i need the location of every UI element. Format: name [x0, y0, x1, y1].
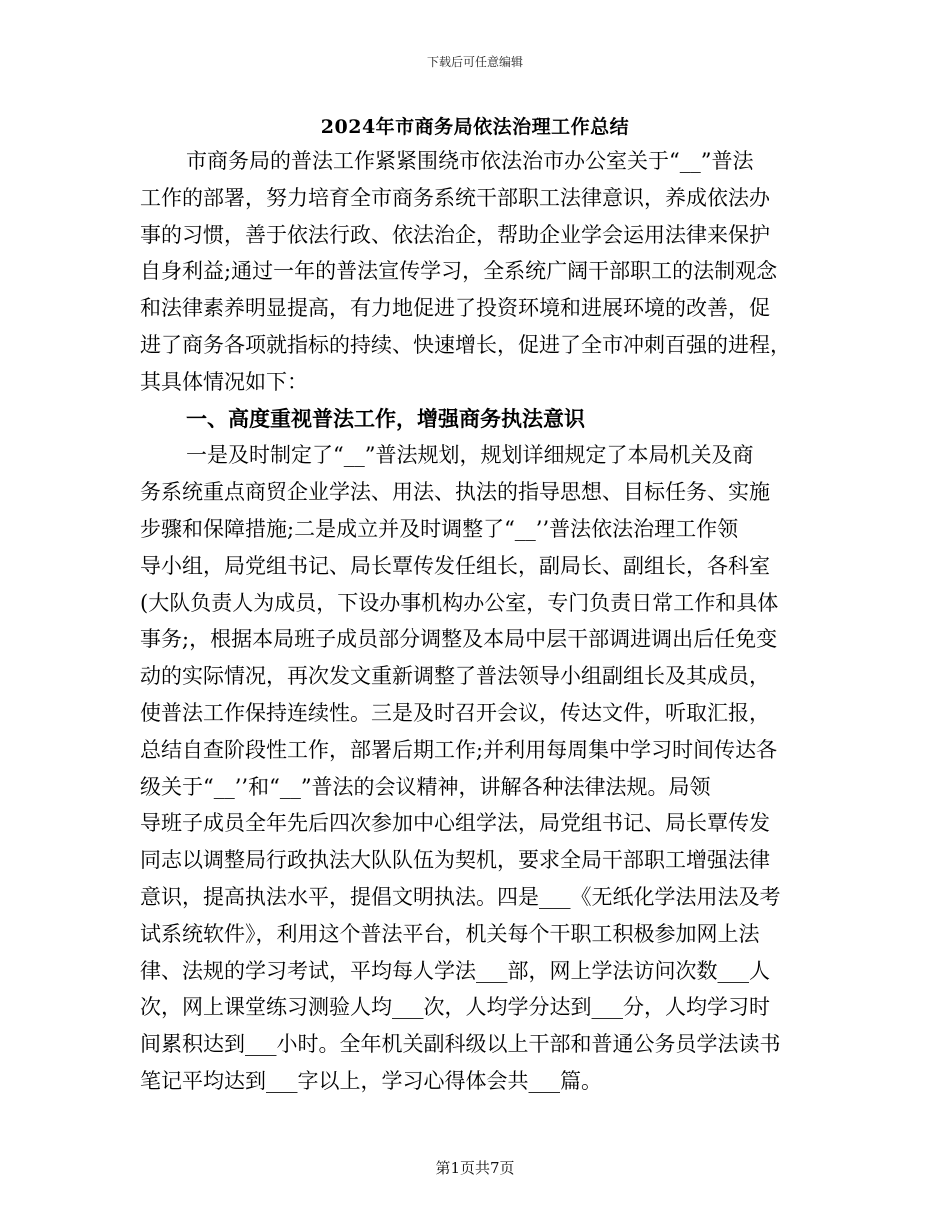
paragraph-line: (大队负责人为成员，下设办事机构办公室，专门负责日常工作和具体: [140, 590, 779, 615]
header-note: 下载后可任意编辑: [426, 55, 523, 69]
paragraph-line: 事务;，根据本局班子成员部分调整及本局中层干部调进调出后任免变: [140, 627, 778, 652]
paragraph-line: 和法律素养明显提高，有力地促进了投资环境和进展环境的改善，促: [140, 296, 770, 321]
paragraph-line: 自身利益;通过一年的普法宣传学习，全系统广阔干部职工的法制观念: [140, 259, 778, 284]
paragraph-line: 次，网上课堂练习测验人均___次，人均学分达到___分，人均学习时: [140, 995, 770, 1020]
paragraph-line: 总结自查阶段性工作，部署后期工作;并利用每周集中学习时间传达各: [140, 737, 778, 762]
paragraph-line: 律、法规的学习考试，平均每人学法___部，网上学法访问次数___人: [140, 958, 770, 983]
paragraph-line: 市商务局的普法工作紧紧围绕市依法治市办公室关于“__”普法: [186, 149, 754, 173]
paragraph-line: 务系统重点商贸企业学法、用法、执法的指导思想、目标任务、实施: [140, 480, 770, 505]
paragraph-line: 导小组，局党组书记、局长覃传发任组长，副局长、副组长，各科室: [140, 553, 770, 578]
paragraph-line: 一是及时制定了“__”普法规划，规划详细规定了本局机关及商: [186, 443, 754, 468]
document-body: [140, 143, 802, 1100]
paragraph-line: 笔记平均达到___字以上，学习心得体会共___篇。: [140, 1068, 602, 1093]
paragraph-line: 意识，提高执法水平，提倡文明执法。四是___《无纸化学法用法及考: [140, 884, 781, 909]
paragraph-line: 动的实际情况，再次发文重新调整了普法领导小组副组长及其成员，: [140, 664, 770, 689]
paragraph-line: 进了商务各项就指标的持续、快速增长，促进了全市冲刺百强的进程，: [140, 332, 791, 357]
paragraph-line: 导班子成员全年先后四次参加中心组学法，局党组书记、局长覃传发: [140, 811, 770, 836]
paragraph-line: 同志以调整局行政执法大队队伍为契机，要求全局干部职工增强法律: [140, 848, 770, 873]
paragraph-line: 其具体情况如下：: [140, 369, 308, 394]
paragraph-line: 间累积达到___小时。全年机关副科级以上干部和普通公务员学法读书: [140, 1032, 781, 1057]
page-number-footer: 第1页共7页: [435, 1159, 515, 1177]
paragraph-line: 步骤和保障措施;二是成立并及时调整了“__’’普法依法治理工作领: [140, 516, 739, 541]
paragraph-line: 工作的部署，努力培育全市商务系统干部职工法律意识，养成依法办: [140, 185, 770, 210]
document-title: 2024年市商务局依法治理工作总结: [320, 116, 630, 138]
paragraph-line: 级关于“__’’和“__”普法的会议精神，讲解各种法律法规。局领: [140, 774, 711, 799]
section-heading: 一、高度重视普法工作，增强商务执法意识: [186, 405, 585, 431]
paragraph-line: 试系统软件》，利用这个普法平台，机关每个干职工积极参加网上法: [140, 921, 760, 946]
paragraph-line: 使普法工作保持连续性。三是及时召开会议，传达文件，听取汇报，: [140, 700, 770, 725]
paragraph-line: 事的习惯，善于依法行政、依法治企，帮助企业学会运用法律来保护: [140, 222, 770, 247]
